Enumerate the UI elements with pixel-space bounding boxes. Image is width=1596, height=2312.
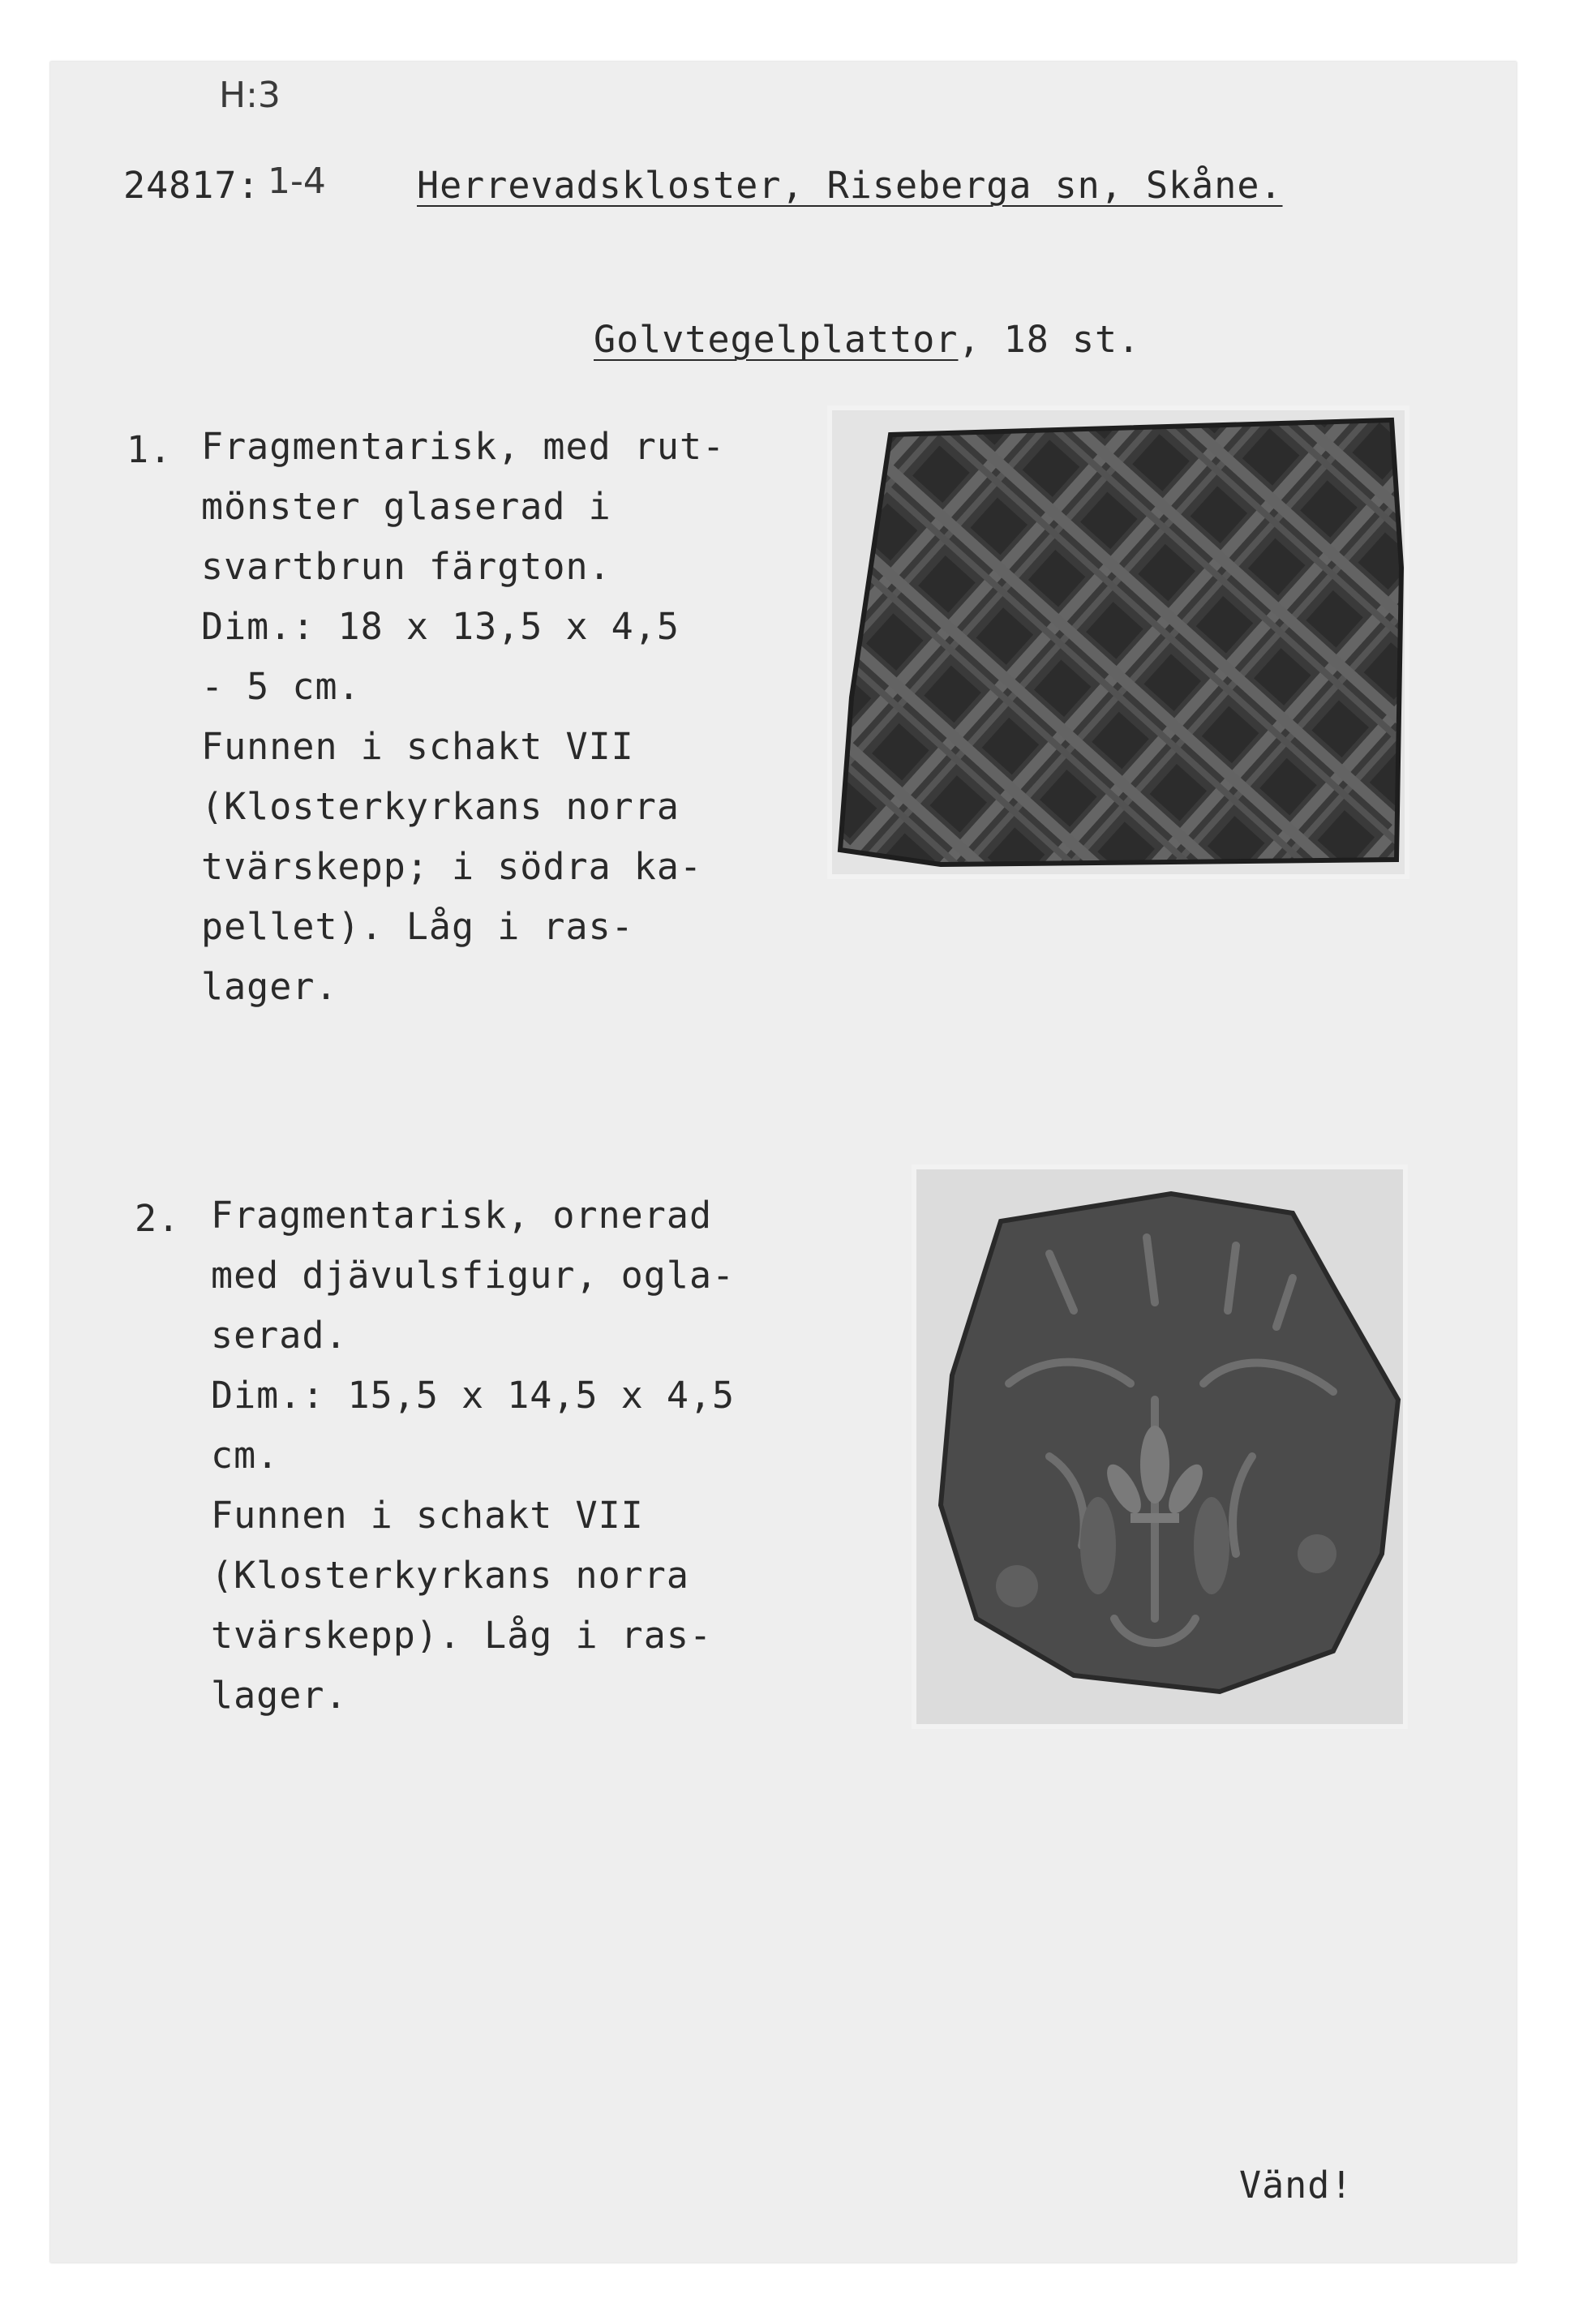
entry-1-line: Dim.: 18 x 13,5 x 4,5: [201, 605, 680, 648]
entry-2-line: tvärskepp). Låg i ras-: [211, 1614, 713, 1657]
entry-1-line: mönster glaserad i: [201, 485, 611, 528]
entry-1-line: lager.: [201, 965, 338, 1008]
footer-note: Vänd!: [1239, 2164, 1354, 2207]
entry-1-line: pellet). Låg i ras-: [201, 905, 634, 948]
entry-1-line: tvärskepp; i södra ka-: [201, 845, 703, 888]
subject-title: Golvtegelplattor: [594, 318, 959, 361]
tile-photo-devil: [912, 1165, 1408, 1729]
handwritten-shelf-mark: H:3: [219, 75, 281, 116]
entry-2-line: Funnen i schakt VII: [211, 1494, 644, 1537]
catalog-number: 24817:: [123, 164, 260, 207]
entry-1-text: [201, 417, 725, 1017]
entry-1-line: - 5 cm.: [201, 665, 361, 708]
handwritten-range: 1-4: [268, 161, 326, 202]
entry-2-line: Fragmentarisk, ornerad: [211, 1194, 713, 1237]
catalog-card: [50, 62, 1517, 2263]
entry-2-line: cm.: [211, 1434, 280, 1477]
entry-2-text: [211, 1186, 735, 1726]
entry-1-line: svartbrun färgton.: [201, 545, 611, 588]
subject-heading: [594, 318, 1140, 361]
entry-1-line: Funnen i schakt VII: [201, 725, 634, 768]
location-heading: Herrevadskloster, Riseberga sn, Skåne.: [417, 164, 1283, 207]
tile-photo-devil-image: [912, 1165, 1408, 1729]
entry-1-line: (Klosterkyrkans norra: [201, 785, 680, 828]
entry-1-number: 1.: [127, 428, 173, 471]
entry-2-line: lager.: [211, 1674, 348, 1717]
entry-2-number: 2.: [135, 1197, 181, 1240]
entry-2-line: Dim.: 15,5 x 14,5 x 4,5: [211, 1374, 736, 1417]
subject-count: , 18 st.: [958, 318, 1141, 361]
entry-2-line: med djävulsfigur, ogla-: [211, 1254, 736, 1297]
entry-2-line: serad.: [211, 1314, 348, 1357]
entry-2-line: (Klosterkyrkans norra: [211, 1554, 689, 1597]
tile-photo-lattice-image: [827, 405, 1409, 879]
entry-1-line: Fragmentarisk, med rut-: [201, 425, 726, 468]
tile-photo-lattice: [827, 405, 1409, 879]
